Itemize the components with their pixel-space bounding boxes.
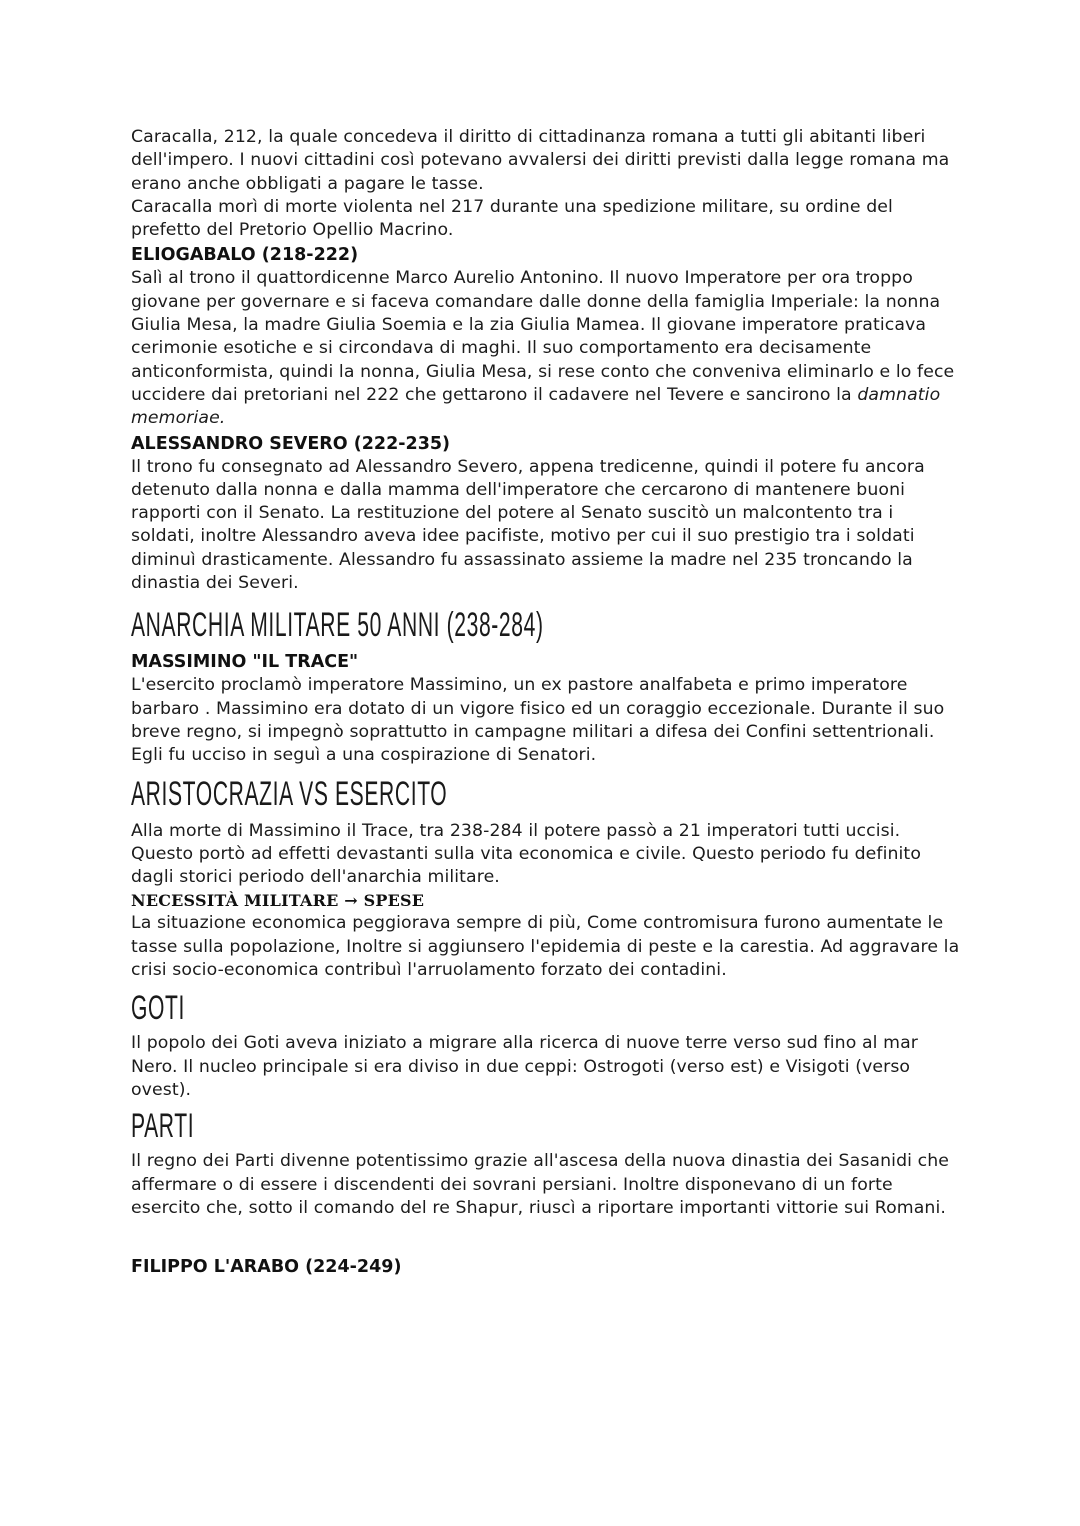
paragraph-caracalla-death: Caracalla morì di morte violenta nel 217 durante una spedizione militare, su ordine del prefetto del Pretorio Opellio Macrino.	[131, 196, 893, 241]
paragraph-massimino: L'esercito proclamò imperatore Massimino, un ex pastore analfabeta e primo imperatore barbaro . Massimino era dotato di un vigore fisico ed un coraggio eccezionale. Durante il suo breve regno, si impegnò soprattutto in campagne militari a difesa dei Confini settentrionali. Egli fu ucciso in seguì a una cospirazione di Senatori.	[131, 675, 945, 766]
heading-massimino: MASSIMINO "IL TRACE"	[131, 652, 359, 673]
paragraph-alessandro-severo: Il trono fu consegnato ad Alessandro Severo, appena tredicenne, quindi il potere fu ancora detenuto dalla nonna e dalla mamma dell'imperatore che cercarono di mantenere buoni rapporti con il Senato. La restituzione del potere al Senato suscitò un malcontento tra i soldati, inoltre Alessandro aveva idee pacifiste, motivo per cui il suo prestigio tra i soldati diminuì drasticamente. Alessandro fu assassinato assieme la madre nel 235 troncando la dinastia dei Severi.	[131, 456, 925, 594]
paragraph-parti: Il regno dei Parti divenne potentissimo grazie all'ascesa della nuova dinastia dei Sasanidi che affermare o di essere i discendenti dei sovrani persiani. Inoltre disponevano di un forte esercito che, sotto il comando del re Shapur, riuscì a riportare importanti vittorie sui Romani.	[131, 1151, 950, 1218]
title-anarchia-militare: ANARCHIA MILITARE 50 ANNI (238-284)	[131, 606, 544, 645]
document-page	[131, 126, 961, 1279]
paragraph-caracalla-edict: Caracalla, 212, la quale concedeva il diritto di cittadinanza romana a tutti gli abitanti liberi dell'impero. I nuovi cittadini così potevano avvalersi dei diritti previsti dalla legge romana ma erano anche obbligati a pagare le tasse.	[131, 127, 950, 194]
paragraph-eliogabalo	[131, 267, 961, 430]
damnatio-memoriae-italic: damnatio memoriae.	[131, 384, 941, 429]
title-parti: PARTI	[131, 1107, 195, 1146]
paragraph-eliogabalo-text: Salì al trono il quattordicenne Marco Aurelio Antonino. Il nuovo Imperatore per ora troppo giovane per governare e si faceva comandare dalle donne della famiglia Imperiale: la nonna Giulia Mesa, la madre Giulia Soemia e la zia Giulia Mamea. Il giovane imperatore praticava cerimonie esotiche e si circondava di maghi. Il suo comportamento era decisamente anticonformista, quindi la nonna, Giulia Mesa, si rese conto che conveniva eliminarlo e lo fece uccidere dai pretoriani nel 222 che gettarono il cadavere nel Tevere e sancirono la	[131, 268, 955, 405]
title-aristocrazia-vs-esercito: ARISTOCRAZIA VS ESERCITO	[131, 774, 448, 813]
heading-eliogabalo: ELIOGABALO (218-222)	[131, 245, 359, 266]
paragraph-aristocrazia: Alla morte di Massimino il Trace, tra 238-284 il potere passò a 21 imperatori tutti uccisi. Questo portò ad effetti devastanti sulla vita economica e civile. Questo periodo fu definito dagli storici periodo dell'anarchia militare.	[131, 820, 921, 888]
title-goti: GOTI	[131, 989, 186, 1028]
paragraph-goti: Il popolo dei Goti aveva iniziato a migrare alla ricerca di nuove terre verso sud fino al mar Nero. Il nucleo principale si era diviso in due ceppi: Ostrogoti (verso est) e Visigoti (verso ovest).	[131, 1033, 918, 1100]
paragraph-necessita: La situazione economica peggiorava sempre di più, Come contromisura furono aumentate le tasse sulla popolazione, Inoltre si aggiunsero l'epidemia di peste e la carestia. Ad aggravare la crisi socio-economica contribuì l'arruolamento forzato dei contadini.	[131, 913, 960, 981]
heading-necessita-militare: NECESSITÀ MILITARE → SPESE	[131, 891, 425, 911]
heading-filippo-arabo: FILIPPO L'ARABO (224-249)	[131, 1257, 402, 1278]
heading-alessandro-severo: ALESSANDRO SEVERO (222-235)	[131, 433, 451, 454]
